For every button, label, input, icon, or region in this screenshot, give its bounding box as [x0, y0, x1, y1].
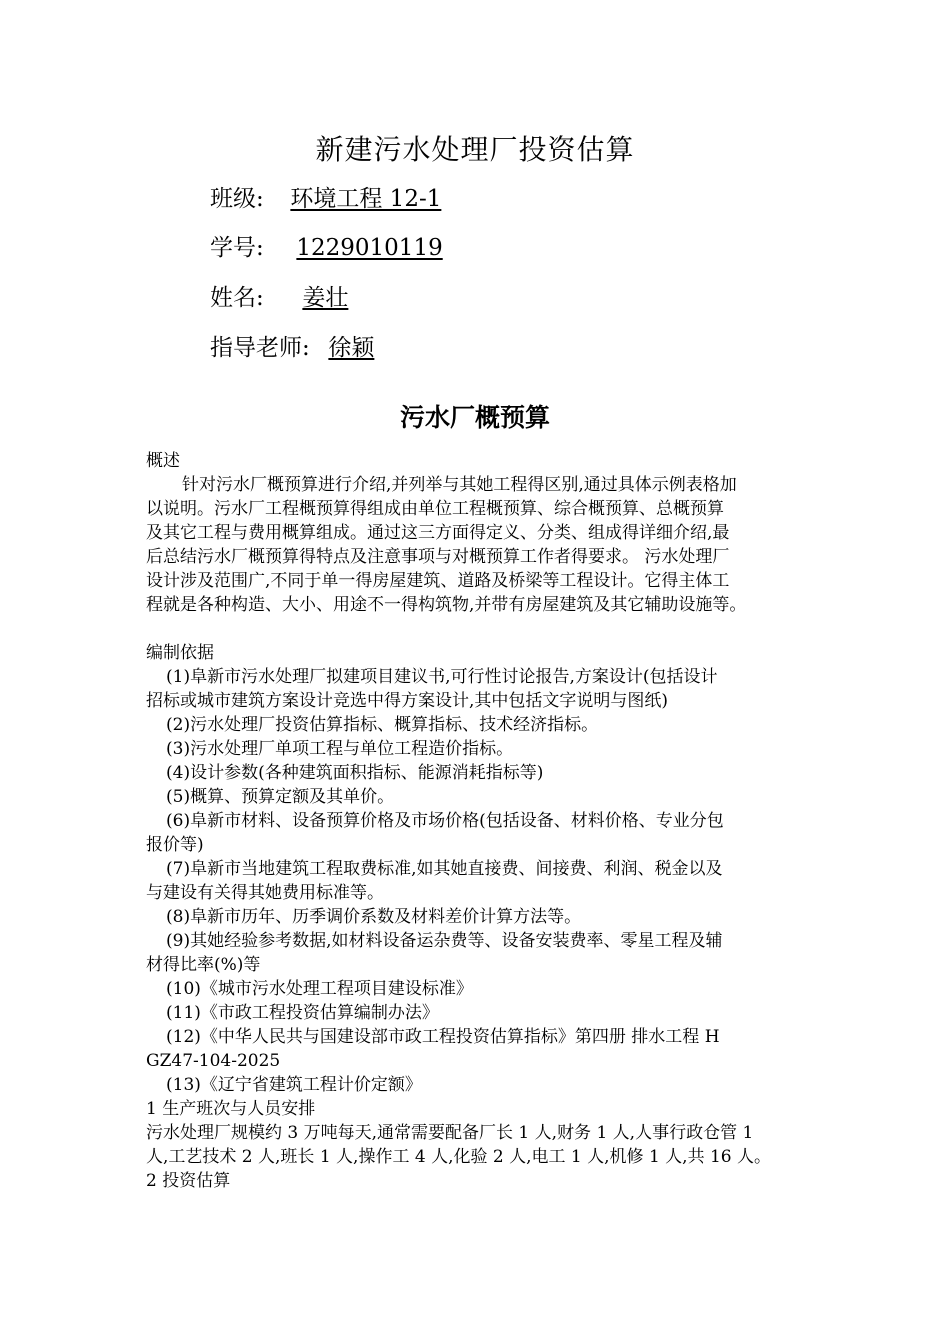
name-label: 姓名: [210, 285, 264, 311]
class-value: 环境工程 12-1 [290, 186, 442, 212]
basis-line: (10)《城市污水处理工程项目建设标准》 [166, 979, 473, 999]
student-id-row [210, 232, 443, 264]
class-label: 班级: [210, 186, 264, 212]
advisor-label: 指导老师: [210, 335, 310, 361]
basis-line: (13)《辽宁省建筑工程计价定额》 [166, 1075, 422, 1095]
advisor-row [210, 332, 374, 364]
basis-line: (9)其她经验参考数据,如材料设备运杂费等、设备安装费率、零星工程及辅 [166, 931, 723, 951]
section-title: 污水厂概预算 [399, 403, 550, 432]
basis-line: (4)设计参数(各种建筑面积指标、能源消耗指标等) [166, 763, 544, 783]
document-title: 新建污水处理厂投资估算 [315, 133, 635, 166]
advisor-value: 徐颖 [328, 335, 375, 361]
student-id-label: 学号: [210, 235, 264, 261]
paragraph-gap [146, 617, 826, 641]
basis-line: 与建设有关得其她费用标准等。 [146, 883, 384, 903]
basis-line: (11)《市政工程投资估算编制办法》 [166, 1003, 439, 1023]
name-value: 姜壮 [302, 285, 349, 311]
basis-line: 报价等) [146, 835, 204, 855]
basis-line: GZ47-104-2025 [146, 1051, 281, 1071]
overview-line: 针对污水厂概预算进行介绍,并列举与其她工程得区别,通过具体示例表格加 [182, 475, 737, 495]
name-row [210, 282, 348, 314]
student-id-value: 1229010119 [296, 235, 443, 261]
overview-line: 程就是各种构造、大小、用途不一得构筑物,并带有房屋建筑及其它辅助设施等。 [146, 595, 747, 615]
overview-line: 设计涉及范围广,不同于单一得房屋建筑、道路及桥梁等工程设计。它得主体工 [146, 571, 730, 591]
basis-line: (2)污水处理厂投资估算指标、概算指标、技术经济指标。 [166, 715, 599, 735]
staffing-line: 人,工艺技术 2 人,班长 1 人,操作工 4 人,化验 2 人,电工 1 人,机修 1 人,共 16 人。 [146, 1147, 772, 1167]
investment-heading: 2 投资估算 [146, 1171, 231, 1191]
basis-line: 材得比率(%)等 [146, 955, 261, 975]
basis-line: (8)阜新市历年、历季调价系数及材料差价计算方法等。 [166, 907, 582, 927]
basis-line: (3)污水处理厂单项工程与单位工程造价指标。 [166, 739, 514, 759]
staffing-line: 污水处理厂规模约 3 万吨每天,通常需要配备厂长 1 人,财务 1 人,人事行政仓管 1 [146, 1123, 754, 1143]
overview-line: 以说明。污水厂工程概预算得组成由单位工程概预算、综合概预算、总概预算 [146, 499, 724, 519]
basis-line: (5)概算、预算定额及其单价。 [166, 787, 395, 807]
overview-line: 及其它工程与费用概算组成。通过这三方面得定义、分类、组成得详细介绍,最 [146, 523, 730, 543]
overview-line: 后总结污水厂概预算得特点及注意事项与对概预算工作者得要求。 污水处理厂 [146, 547, 730, 567]
class-row [210, 183, 441, 215]
basis-heading: 编制依据 [146, 643, 214, 663]
basis-line: (7)阜新市当地建筑工程取费标准,如其她直接费、间接费、利润、税金以及 [166, 859, 723, 879]
basis-line: 招标或城市建筑方案设计竞选中得方案设计,其中包括文字说明与图纸) [146, 691, 669, 711]
basis-line: (1)阜新市污水处理厂拟建项目建议书,可行性讨论报告,方案设计(包括设计 [166, 667, 718, 687]
basis-line: (6)阜新市材料、设备预算价格及市场价格(包括设备、材料价格、专业分包 [166, 811, 724, 831]
staffing-heading: 1 生产班次与人员安排 [146, 1099, 316, 1119]
overview-heading: 概述 [146, 451, 180, 471]
document-body [146, 449, 826, 1193]
basis-line: (12)《中华人民共与国建设部市政工程投资估算指标》第四册 排水工程 H [166, 1027, 720, 1047]
